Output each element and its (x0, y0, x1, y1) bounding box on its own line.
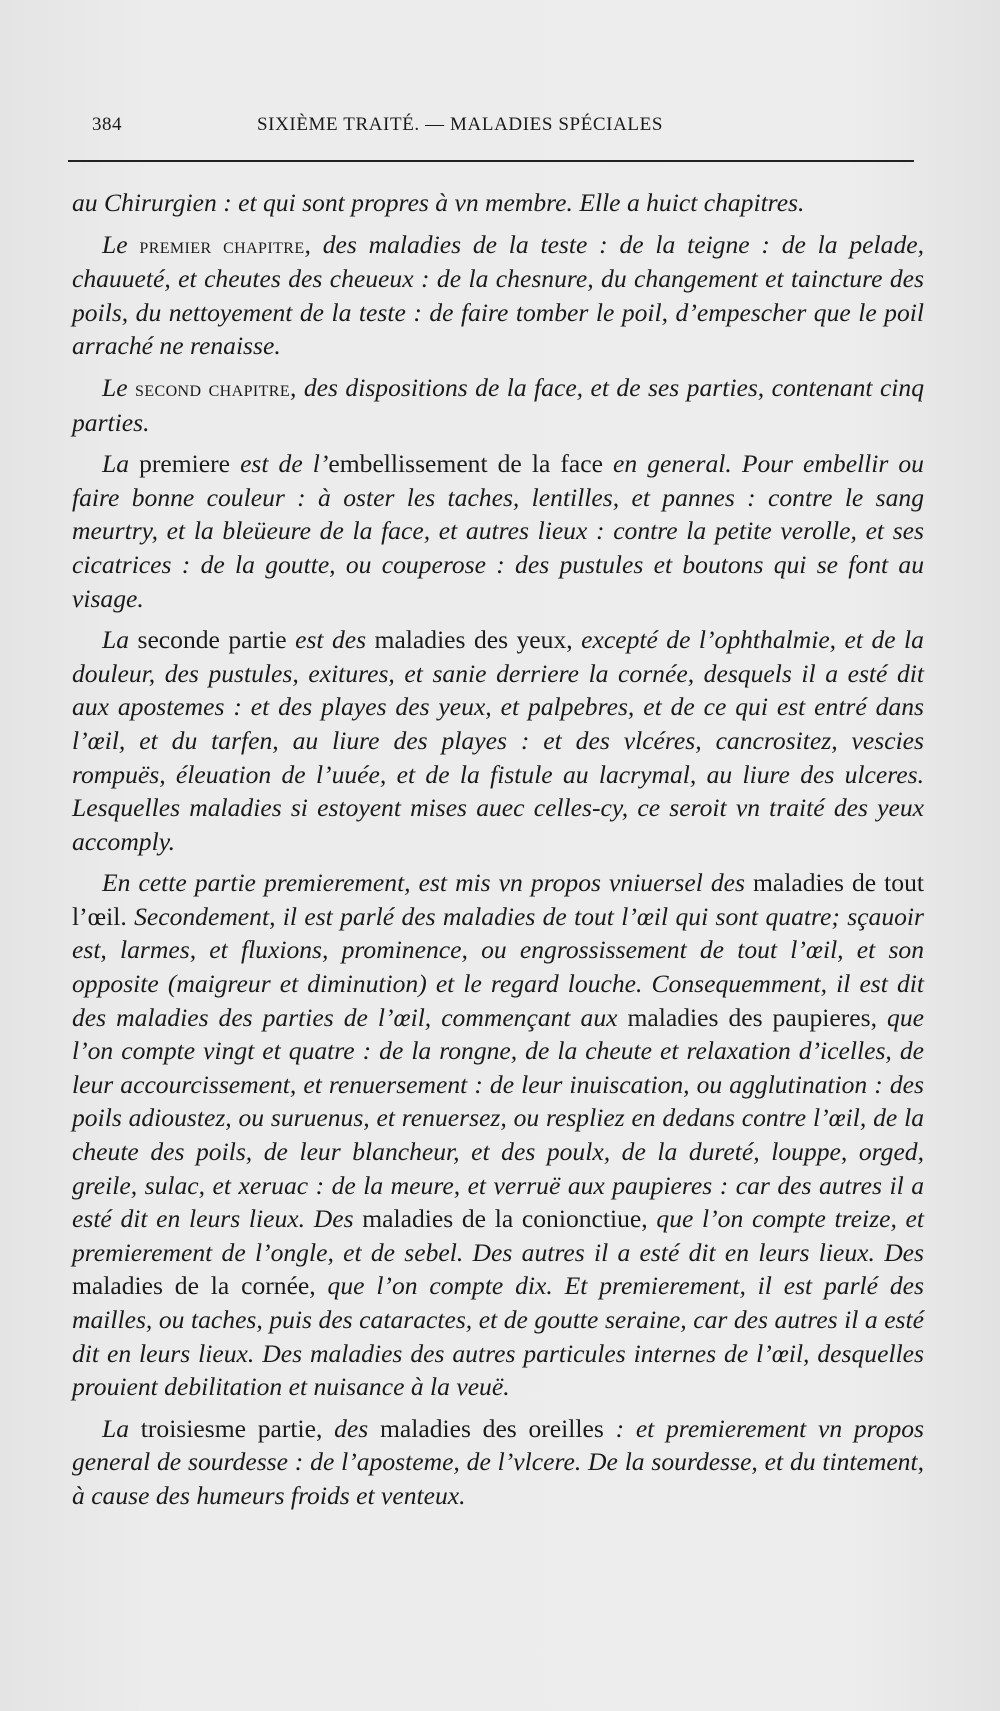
text-run: en general. Pour embellir ou faire bonne couleur : à oster les taches, lentilles, et pannes : contre le sang meurtry, et la bleüeure de la face, et autres lieux : contre la petite verolle, et ses cicatrices : de la goutte, ou couperose : des pustules et boutons qui se font au visage. (72, 449, 924, 613)
text-run: En cette partie premierement, est mis vn propos vniuersel des (102, 868, 753, 898)
paragraph (72, 1412, 924, 1513)
text-run: , des maladies de la teste : de la teigne : de la pelade, chauueté, et cheutes des cheueux : de la chesnure, du changement et taincture des poils, du nettoyement de la teste : de faire tomber le poil, d’empescher que le poil arraché ne renaisse. (72, 229, 924, 361)
text-run: maladies de tout l’œil. (72, 868, 924, 931)
text-run: , des dispositions de la face, et de ses parties, contenant cinq parties. (72, 372, 925, 437)
text-run: premiere (139, 449, 241, 479)
text-run: que l’on compte vingt et quatre : de la rongne, de la cheute et relaxation d’icelles, de leur accourcissement, et renuersement : de leur inuiscation, ou agglutination : des poils adioustez, ou suruenus, et renuersez, ou respliez en dedans contre l’œil, de la cheute des poils, de leur blancheur, et des poulx, de la dureté, louppe, orged, greile, sulac, et xeruac : de la meure, et verruë aux paupieres : car des autres il a esté dit en leurs lieux. Des (72, 1002, 924, 1234)
text-run: au Chirurgien : et qui sont propres à vn membre. Elle a huict chapitres. (72, 188, 805, 217)
text-run: maladies de la cornée, (72, 1271, 328, 1301)
text-run: des (334, 1413, 380, 1443)
paragraph (72, 186, 924, 220)
text-run: La (102, 1413, 141, 1443)
text-run: La (102, 449, 140, 479)
text-run: : et premierement vn propos general de sourdesse : de l’aposteme, de l’vlcere. De la sourdesse, et du tintement, à cause des humeurs froids et venteux. (72, 1413, 925, 1510)
page-body (72, 186, 924, 1521)
paragraph (72, 866, 924, 1404)
text-run: que l’on compte dix. Et premierement, il est parlé des mailles, ou taches, puis des cataractes, et de goutte seraine, car des autres il a esté dit en leurs lieux. Des maladies des autres particules internes de l’œil, desquelles prouient debilitation et nuisance à la veuë. (72, 1271, 924, 1402)
text-run: est des (295, 625, 375, 655)
paragraph (72, 623, 924, 858)
paragraph (72, 371, 924, 439)
text-run: embellissement de la face (328, 449, 613, 479)
text-run: que l’on compte treize, et premierement de l’ongle, et de sebel. Des autres il a esté dit en leurs lieux. Des (72, 1204, 925, 1267)
chapter-label: premier chapitre (139, 232, 305, 258)
header-rule (68, 160, 914, 162)
text-run: maladies des oreilles (379, 1413, 616, 1443)
text-run: Secondement, il est parlé des maladies de tout l’œil qui sont quatre; sçauoir est, larmes, et fluxions, prominence, ou engrossissement de tout l’œil, et son opposite (maigreur et diminution) et le regard louche. Consequemment, il est dit des maladies des parties de l’œil, commençant aux (72, 901, 924, 1032)
text-run: Le (102, 372, 136, 402)
chapter-label: second chapitre (135, 375, 291, 401)
paragraph (72, 447, 924, 615)
text-run: seconde partie (137, 625, 296, 655)
page-number: 384 (92, 114, 122, 135)
text-run: est de l’ (240, 449, 329, 479)
text-run: maladies de la conionctiue, (362, 1204, 657, 1234)
text-run: maladies des paupieres, (627, 1002, 888, 1032)
paragraph (72, 228, 924, 363)
text-run: Le (102, 229, 140, 259)
running-title: SIXIÈME TRAITÉ. — MALADIES SPÉCIALES (257, 114, 663, 135)
text-run: troisiesme partie, (140, 1413, 335, 1443)
text-run: excepté de l’ophthalmie, et de la douleur, des pustules, exitures, et sanie derriere la cornée, desquels il a esté dit aux apostemes : et des playes des yeux, et palpebres, et de ce qui est entré dans l’œil, et du tarfen, au liure des playes : et des vlcéres, cancrositez, vescies rompuës, éleuation de l’uuée, et de la fistule au lacrymal, au liure des ulceres. Lesquelles maladies si estoyent mises auec celles-cy, ce seroit vn traité des yeux accomply. (72, 625, 924, 856)
text-run: La (102, 625, 138, 655)
text-run: maladies des yeux, (374, 625, 582, 655)
running-head (92, 112, 914, 142)
